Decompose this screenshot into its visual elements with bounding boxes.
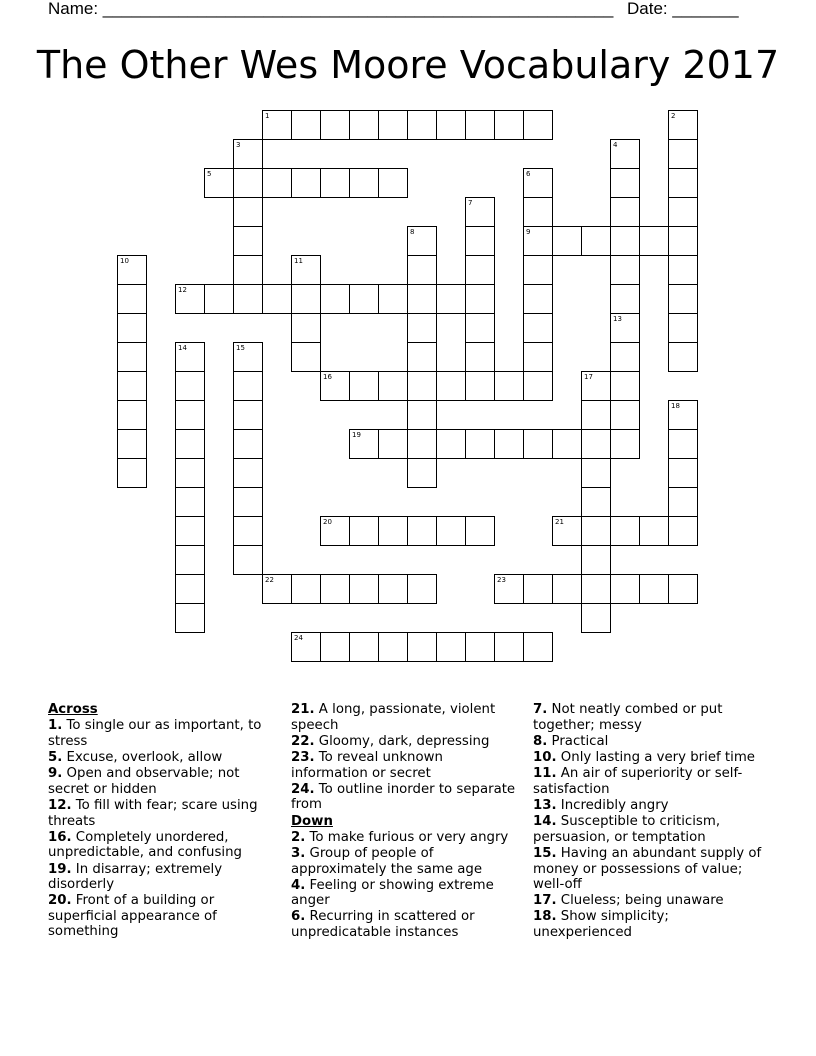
grid-cell[interactable]: [581, 458, 611, 488]
grid-cell[interactable]: [465, 110, 495, 140]
clue-item: [533, 846, 765, 893]
grid-cell[interactable]: [610, 429, 640, 459]
clue-item: [533, 814, 765, 845]
grid-cell[interactable]: [407, 371, 437, 401]
grid-cell[interactable]: [233, 429, 263, 459]
clue-number: 23: [497, 576, 506, 584]
grid-cell[interactable]: [117, 429, 147, 459]
clue-number: 6: [526, 170, 531, 178]
grid-cell[interactable]: [668, 255, 698, 285]
grid-cell[interactable]: [378, 516, 408, 546]
grid-cell[interactable]: [581, 545, 611, 575]
grid-cell[interactable]: [320, 110, 350, 140]
grid-cell[interactable]: [291, 342, 321, 372]
grid-cell[interactable]: [668, 110, 698, 140]
grid-cell[interactable]: [581, 487, 611, 517]
clue-item-text: Susceptible to criticism, persuasion, or temptation: [533, 814, 721, 845]
grid-cell[interactable]: [552, 574, 582, 604]
grid-cell[interactable]: [233, 487, 263, 517]
grid-cell[interactable]: [523, 342, 553, 372]
clue-number: 21: [555, 518, 564, 526]
clue-item-number: 21.: [291, 702, 315, 717]
grid-cell[interactable]: [436, 284, 466, 314]
clue-item-number: 19.: [48, 861, 72, 877]
grid-cell[interactable]: [668, 458, 698, 488]
clue-item-number: 18.: [533, 909, 557, 925]
name-field[interactable]: Name: ______________________________________________________: [48, 0, 614, 18]
grid-cell[interactable]: [494, 574, 524, 604]
grid-cell[interactable]: [407, 255, 437, 285]
grid-cell[interactable]: [378, 110, 408, 140]
grid-cell[interactable]: [465, 197, 495, 227]
clue-item-number: 6.: [291, 909, 306, 925]
clue-item: [48, 830, 280, 861]
grid-cell[interactable]: [523, 313, 553, 343]
grid-cell[interactable]: [175, 458, 205, 488]
grid-cell[interactable]: [407, 429, 437, 459]
grid-cell[interactable]: [436, 110, 466, 140]
page-title: The Other Wes Moore Vocabulary 2017: [36, 43, 780, 87]
grid-cell[interactable]: [233, 342, 263, 372]
clue-item: [291, 702, 523, 733]
grid-cell[interactable]: [407, 574, 437, 604]
grid-cell[interactable]: [233, 284, 263, 314]
grid-cell[interactable]: [581, 429, 611, 459]
clue-item: [533, 798, 765, 814]
clue-item-number: 17.: [533, 893, 557, 909]
clue-item-number: 14.: [533, 814, 557, 830]
grid-cell[interactable]: [349, 110, 379, 140]
grid-cell[interactable]: [610, 516, 640, 546]
clue-item-number: 22.: [291, 733, 315, 749]
grid-cell[interactable]: [291, 255, 321, 285]
clue-item: [533, 893, 765, 909]
clue-item-number: 3.: [291, 845, 306, 861]
clue-item-text: Gloomy, dark, depressing: [318, 733, 490, 749]
grid-cell[interactable]: [668, 429, 698, 459]
clue-number: 24: [294, 634, 303, 642]
clue-number: 15: [236, 344, 245, 352]
grid-cell[interactable]: [610, 168, 640, 198]
clue-item: [48, 750, 280, 766]
grid-cell[interactable]: [320, 574, 350, 604]
clue-number: 19: [352, 431, 361, 439]
grid-cell[interactable]: [204, 168, 234, 198]
clue-item-text: Clueless; being unaware: [560, 893, 724, 909]
grid-cell[interactable]: [552, 516, 582, 546]
grid-cell[interactable]: [233, 226, 263, 256]
clue-number: 1: [265, 112, 270, 120]
grid-cell[interactable]: [523, 429, 553, 459]
clue-item: [291, 750, 523, 781]
grid-cell[interactable]: [175, 400, 205, 430]
clue-item: [48, 893, 280, 940]
grid-cell[interactable]: [320, 284, 350, 314]
clue-number: 11: [294, 257, 303, 265]
clue-column-3: [533, 702, 765, 941]
grid-cell[interactable]: [407, 313, 437, 343]
grid-cell[interactable]: [204, 284, 234, 314]
grid-cell[interactable]: [349, 284, 379, 314]
clue-item: [533, 909, 765, 940]
grid-cell[interactable]: [117, 342, 147, 372]
clue-item: [48, 766, 280, 797]
grid-cell[interactable]: [378, 429, 408, 459]
clue-item-text: Open and observable; not secret or hidden: [48, 766, 240, 797]
clue-number: 8: [410, 228, 415, 236]
grid-cell[interactable]: [668, 574, 698, 604]
grid-cell[interactable]: [349, 429, 379, 459]
grid-cell[interactable]: [117, 255, 147, 285]
grid-cell[interactable]: [668, 284, 698, 314]
grid-cell[interactable]: [639, 226, 669, 256]
grid-cell[interactable]: [349, 632, 379, 662]
grid-cell[interactable]: [668, 139, 698, 169]
grid-cell[interactable]: [523, 284, 553, 314]
section-heading: Across: [48, 702, 98, 717]
section-heading: Down: [291, 813, 333, 829]
grid-cell[interactable]: [349, 574, 379, 604]
grid-cell[interactable]: [552, 429, 582, 459]
grid-cell[interactable]: [320, 632, 350, 662]
clue-item-text: Show simplicity; unexperienced: [533, 909, 669, 941]
grid-cell[interactable]: [407, 226, 437, 256]
clue-item: [48, 798, 280, 829]
grid-cell[interactable]: [523, 197, 553, 227]
grid-cell[interactable]: [117, 284, 147, 314]
grid-cell[interactable]: [668, 516, 698, 546]
clue-item: [291, 878, 523, 909]
clue-item-text: Feeling or showing extreme anger: [291, 877, 494, 909]
grid-cell[interactable]: [610, 284, 640, 314]
grid-cell[interactable]: [610, 197, 640, 227]
clue-item-text: Having an abundant supply of money or possessions of value; well-off: [533, 845, 762, 893]
grid-cell[interactable]: [668, 226, 698, 256]
grid-cell[interactable]: [349, 371, 379, 401]
clue-number: 13: [613, 315, 622, 323]
grid-cell[interactable]: [465, 342, 495, 372]
grid-cell[interactable]: [233, 458, 263, 488]
clue-item-number: 9.: [48, 766, 63, 782]
clue-item-number: 23.: [291, 749, 315, 765]
grid-cell[interactable]: [407, 516, 437, 546]
grid-cell[interactable]: [175, 574, 205, 604]
grid-cell[interactable]: [668, 342, 698, 372]
grid-cell[interactable]: [262, 284, 292, 314]
clue-item-text: To fill with fear; scare using threats: [48, 797, 258, 829]
grid-cell[interactable]: [378, 632, 408, 662]
clue-item-text: A long, passionate, violent speech: [291, 702, 496, 733]
grid-cell[interactable]: [465, 632, 495, 662]
grid-cell[interactable]: [610, 255, 640, 285]
grid-cell[interactable]: [233, 168, 263, 198]
grid-cell[interactable]: [291, 632, 321, 662]
grid-cell[interactable]: [436, 371, 466, 401]
clue-item: [48, 718, 280, 749]
clue-number: 10: [120, 257, 129, 265]
clue-item-text: Only lasting a very brief time: [560, 749, 755, 765]
grid-cell[interactable]: [552, 226, 582, 256]
clue-number: 16: [323, 373, 332, 381]
grid-cell[interactable]: [494, 632, 524, 662]
clue-item-number: 1.: [48, 718, 63, 734]
clue-item-number: 15.: [533, 845, 557, 861]
grid-cell[interactable]: [465, 429, 495, 459]
grid-cell[interactable]: [436, 516, 466, 546]
clue-item-text: Group of people of approximately the same age: [291, 845, 483, 877]
grid-cell[interactable]: [233, 139, 263, 169]
clue-number: 3: [236, 141, 241, 149]
clue-item: [291, 830, 523, 846]
grid-cell[interactable]: [175, 342, 205, 372]
clue-item-number: 11.: [533, 766, 557, 782]
grid-cell[interactable]: [117, 400, 147, 430]
date-field[interactable]: Date: _______: [627, 0, 739, 18]
grid-cell[interactable]: [233, 400, 263, 430]
grid-cell[interactable]: [262, 574, 292, 604]
grid-cell[interactable]: [407, 284, 437, 314]
grid-cell[interactable]: [320, 371, 350, 401]
grid-cell[interactable]: [320, 516, 350, 546]
grid-cell[interactable]: [378, 371, 408, 401]
grid-cell[interactable]: [668, 168, 698, 198]
grid-cell[interactable]: [233, 545, 263, 575]
clue-number: 5: [207, 170, 212, 178]
clue-item-text: Not neatly combed or put together; messy: [533, 702, 723, 733]
clue-number: 12: [178, 286, 187, 294]
clue-item-number: 13.: [533, 797, 557, 813]
grid-cell[interactable]: [262, 110, 292, 140]
clue-item: [291, 846, 523, 877]
grid-cell[interactable]: [523, 574, 553, 604]
clue-item-text: Completely unordered, unpredictable, and confusing: [48, 829, 242, 861]
grid-cell[interactable]: [465, 226, 495, 256]
grid-cell[interactable]: [668, 487, 698, 517]
clue-item-number: 20.: [48, 893, 72, 909]
clue-item: [533, 734, 765, 750]
grid-cell[interactable]: [494, 371, 524, 401]
grid-cell[interactable]: [610, 342, 640, 372]
grid-cell[interactable]: [581, 226, 611, 256]
grid-cell[interactable]: [175, 545, 205, 575]
grid-cell[interactable]: [407, 458, 437, 488]
grid-cell[interactable]: [436, 632, 466, 662]
grid-cell[interactable]: [291, 574, 321, 604]
grid-cell[interactable]: [523, 226, 553, 256]
grid-cell[interactable]: [668, 313, 698, 343]
grid-cell[interactable]: [407, 110, 437, 140]
clue-item: [291, 782, 523, 813]
grid-cell[interactable]: [407, 342, 437, 372]
clue-item-number: 4.: [291, 877, 306, 893]
grid-cell[interactable]: [291, 168, 321, 198]
grid-cell[interactable]: [523, 255, 553, 285]
clue-number: 7: [468, 199, 473, 207]
clue-number: 2: [671, 112, 676, 120]
grid-cell[interactable]: [581, 574, 611, 604]
grid-cell[interactable]: [465, 255, 495, 285]
clue-item: [291, 909, 523, 940]
clue-column-2: [291, 702, 523, 941]
clue-item-text: Excuse, overlook, allow: [66, 749, 223, 765]
grid-cell[interactable]: [465, 313, 495, 343]
grid-cell[interactable]: [523, 168, 553, 198]
clue-item-number: 5.: [48, 749, 63, 765]
clue-item-number: 12.: [48, 797, 72, 813]
grid-cell[interactable]: [494, 429, 524, 459]
grid-cell[interactable]: [233, 371, 263, 401]
grid-cell[interactable]: [291, 284, 321, 314]
grid-cell[interactable]: [581, 371, 611, 401]
grid-cell[interactable]: [175, 487, 205, 517]
clue-number: 4: [613, 141, 618, 149]
grid-cell[interactable]: [233, 197, 263, 227]
grid-cell[interactable]: [465, 284, 495, 314]
grid-cell[interactable]: [465, 516, 495, 546]
clue-item: [533, 702, 765, 733]
grid-cell[interactable]: [175, 371, 205, 401]
grid-cell[interactable]: [175, 603, 205, 633]
grid-cell[interactable]: [349, 168, 379, 198]
clue-item-text: Front of a building or superficial appearance of something: [48, 893, 217, 940]
clue-item-text: To reveal unknown information or secret: [291, 749, 443, 781]
grid-cell[interactable]: [668, 400, 698, 430]
grid-cell[interactable]: [581, 603, 611, 633]
clue-item: [533, 766, 765, 797]
grid-cell[interactable]: [349, 516, 379, 546]
grid-cell[interactable]: [581, 516, 611, 546]
grid-cell[interactable]: [523, 371, 553, 401]
clue-item-text: Practical: [551, 733, 609, 749]
clue-number: 18: [671, 402, 680, 410]
grid-cell[interactable]: [291, 313, 321, 343]
grid-cell[interactable]: [436, 429, 466, 459]
grid-cell[interactable]: [262, 168, 292, 198]
clue-number: 20: [323, 518, 332, 526]
grid-cell[interactable]: [407, 400, 437, 430]
grid-cell[interactable]: [117, 313, 147, 343]
grid-cell[interactable]: [233, 516, 263, 546]
grid-cell[interactable]: [320, 168, 350, 198]
clue-item-text: Recurring in scattered or unpredicatable instances: [291, 909, 475, 941]
grid-cell[interactable]: [291, 110, 321, 140]
clue-column-1: [48, 702, 280, 941]
clue-item: [533, 750, 765, 766]
grid-cell[interactable]: [668, 197, 698, 227]
clue-item: [291, 734, 523, 750]
grid-cell[interactable]: [407, 632, 437, 662]
clue-item: [48, 862, 280, 893]
grid-cell[interactable]: [639, 516, 669, 546]
grid-cell[interactable]: [175, 516, 205, 546]
grid-cell[interactable]: [494, 110, 524, 140]
clue-item-number: 2.: [291, 829, 306, 845]
clue-item-text: To make furious or very angry: [309, 829, 509, 845]
clue-item-number: 8.: [533, 733, 548, 749]
clue-number: 14: [178, 344, 187, 352]
grid-cell[interactable]: [610, 371, 640, 401]
grid-cell[interactable]: [175, 284, 205, 314]
grid-cell[interactable]: [581, 400, 611, 430]
clue-item-text: An air of superiority or self-satisfaction: [533, 766, 743, 797]
grid-cell[interactable]: [523, 632, 553, 662]
grid-cell[interactable]: [378, 284, 408, 314]
grid-cell[interactable]: [610, 574, 640, 604]
clue-number: 22: [265, 576, 274, 584]
clue-item-text: To single our as important, to stress: [48, 718, 262, 749]
grid-cell[interactable]: [523, 110, 553, 140]
grid-cell[interactable]: [610, 400, 640, 430]
grid-cell[interactable]: [378, 168, 408, 198]
grid-cell[interactable]: [117, 371, 147, 401]
clue-number: 9: [526, 228, 531, 236]
grid-cell[interactable]: [639, 574, 669, 604]
clue-item-number: 7.: [533, 702, 548, 717]
clue-item-text: Incredibly angry: [560, 797, 669, 813]
clue-item-number: 24.: [291, 781, 315, 797]
clue-item-number: 10.: [533, 749, 557, 765]
grid-cell[interactable]: [175, 429, 205, 459]
grid-cell[interactable]: [610, 139, 640, 169]
grid-cell[interactable]: [610, 313, 640, 343]
clue-number: 17: [584, 373, 593, 381]
clue-item-text: To outline inorder to separate from: [291, 781, 516, 813]
grid-cell[interactable]: [610, 226, 640, 256]
grid-cell[interactable]: [465, 371, 495, 401]
grid-cell[interactable]: [117, 458, 147, 488]
clue-item-text: In disarray; extremely disorderly: [48, 861, 223, 893]
clue-item-number: 16.: [48, 829, 72, 845]
grid-cell[interactable]: [233, 255, 263, 285]
grid-cell[interactable]: [378, 574, 408, 604]
